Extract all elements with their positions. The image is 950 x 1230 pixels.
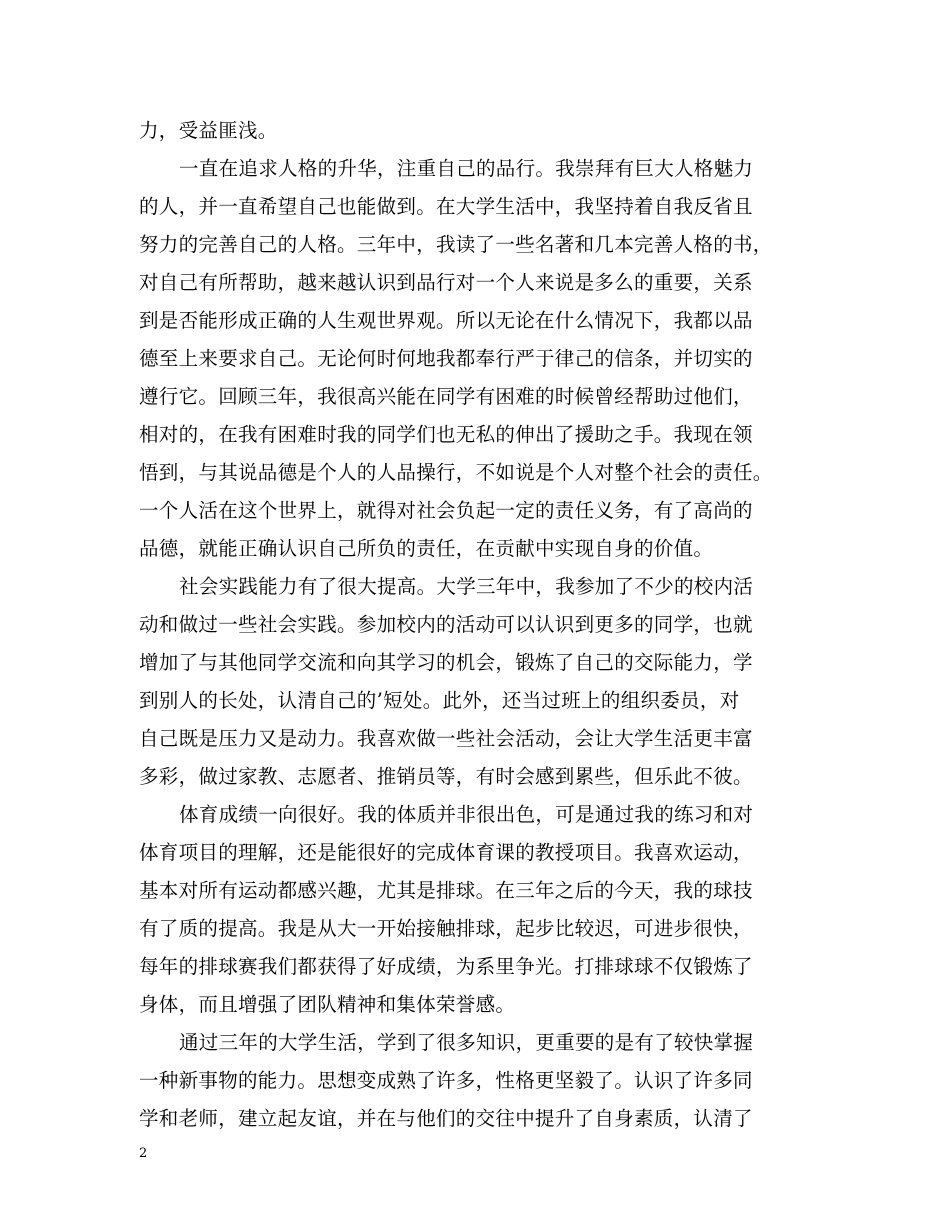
text-line: 一个人活在这个世界上，就得对社会负起一定的责任义务，有了高尚的 bbox=[139, 499, 753, 522]
text-line: 基本对所有运动都感兴趣，尤其是排球。在三年之后的今天，我的球技 bbox=[139, 879, 753, 902]
text-line: 到是否能形成正确的人生观世界观。所以无论在什么情况下，我都以品 bbox=[139, 309, 753, 332]
text-line: 体育成绩一向很好。我的体质并非很出色，可是通过我的练习和对 bbox=[179, 803, 754, 826]
page-number: 2 bbox=[139, 1146, 148, 1161]
text-line: 到别人的长处，认清自己的’短处。此外，还当过班上的组织委员，对 bbox=[139, 689, 740, 712]
text-line: 相对的，在我有困难时我的同学们也无私的伸出了援助之手。我现在领 bbox=[139, 423, 753, 446]
text-line: 努力的完善自己的人格。三年中，我读了一些名著和几本完善人格的书， bbox=[139, 233, 773, 256]
text-line: 多彩，做过家教、志愿者、推销员等，有时会感到累些，但乐此不彼。 bbox=[139, 765, 753, 788]
document-body bbox=[139, 112, 819, 1138]
text-line: 学和老师，建立起友谊，并在与他们的交往中提升了自身素质，认清了 bbox=[139, 1107, 753, 1130]
text-line: 自己既是压力又是动力。我喜欢做一些社会活动，会让大学生活更丰富 bbox=[139, 727, 753, 750]
text-line: 一直在追求人格的升华，注重自己的品行。我崇拜有巨大人格魅力 bbox=[179, 157, 754, 180]
text-line: 身体，而且增强了团队精神和集体荣誉感。 bbox=[139, 993, 516, 1016]
text-line: 体育项目的理解，还是能很好的完成体育课的教授项目。我喜欢运动， bbox=[139, 841, 753, 864]
text-line: 悟到，与其说品德是个人的人品操行，不如说是个人对整个社会的责任。 bbox=[139, 461, 773, 484]
text-line: 遵行它。回顾三年，我很高兴能在同学有困难的时候曾经帮助过他们， bbox=[139, 385, 753, 408]
text-line: 增加了与其他同学交流和向其学习的机会，锻炼了自己的交际能力，学 bbox=[139, 651, 753, 674]
text-line: 动和做过一些社会实践。参加校内的活动可以认识到更多的同学，也就 bbox=[139, 613, 753, 636]
text-line: 每年的排球赛我们都获得了好成绩，为系里争光。打排球球不仅锻炼了 bbox=[139, 955, 753, 978]
text-line: 德至上来要求自己。无论何时何地我都奉行严于律己的信条，并切实的 bbox=[139, 347, 753, 370]
text-line: 品德，就能正确认识自己所负的责任，在贡献中实现自身的价值。 bbox=[139, 537, 714, 560]
text-line: 对自己有所帮助，越来越认识到品行对一个人来说是多么的重要，关系 bbox=[139, 271, 753, 294]
text-line: 社会实践能力有了很大提高。大学三年中，我参加了不少的校内活 bbox=[179, 575, 754, 598]
text-line: 通过三年的大学生活，学到了很多知识，更重要的是有了较快掌握 bbox=[179, 1031, 754, 1054]
text-line: 一种新事物的能力。思想变成熟了许多，性格更坚毅了。认识了许多同 bbox=[139, 1069, 753, 1092]
text-line: 有了质的提高。我是从大一开始接触排球，起步比较迟，可进步很快， bbox=[139, 917, 753, 940]
text-line: 力，受益匪浅。 bbox=[139, 119, 278, 142]
text-line: 的人，并一直希望自己也能做到。在大学生活中，我坚持着自我反省且 bbox=[139, 195, 753, 218]
